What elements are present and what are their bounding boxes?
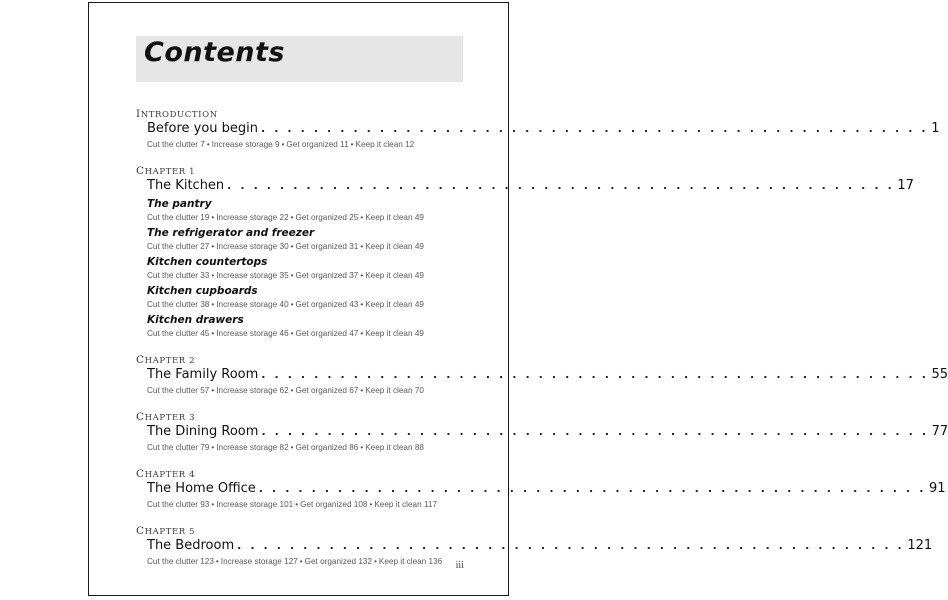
topic-label: Keep it clean [378,557,427,566]
bullet-separator: • [215,557,219,566]
topic-label: Increase storage [220,557,282,566]
bullet-separator: • [290,443,294,452]
bullet-separator: • [211,242,215,251]
section-pages-line [147,498,463,511]
topic-page-number: 132 [358,557,373,566]
section-label [136,354,463,366]
section-label-rest: HAPTER 2 [144,356,196,366]
toc-section [136,165,914,340]
topic-label: Get organized [286,140,338,149]
topic-label: Cut the clutter [147,140,198,149]
topic-label: Get organized [295,213,347,222]
section-pages-line [147,327,463,340]
toc-section [136,468,946,511]
topic-page-number: 40 [279,300,289,309]
section-label-rest: HAPTER 5 [144,527,196,537]
topic-label: Get organized [295,300,347,309]
topic-label: Cut the clutter [147,213,198,222]
topic-label: Keep it clean [365,213,413,222]
topic-page-number: 49 [414,329,424,338]
topic-label: Get organized [295,386,347,395]
topic-page-number: 45 [200,329,210,338]
bullet-separator: • [290,386,294,395]
topic-label: Keep it clean [365,300,413,309]
section-label-rest: HAPTER 4 [144,470,196,480]
topic-page-number: 37 [349,271,359,280]
topic-label: Cut the clutter [147,386,198,395]
subsection-title[interactable]: Kitchen cupboards [147,285,258,297]
topic-page-number: 62 [279,386,289,395]
topic-page-number: 82 [279,443,289,452]
topic-label: Keep it clean [365,271,413,280]
entry-page-number: 121 [907,538,933,553]
entry-title: The Dining Room [147,424,259,439]
bullet-separator: • [206,140,210,149]
topic-page-number: 11 [340,140,349,149]
topic-label: Keep it clean [355,140,403,149]
topic-page-number: 49 [414,300,424,309]
bullet-separator: • [369,500,373,509]
topic-label: Keep it clean [365,242,413,251]
section-label [136,108,463,120]
topic-page-number: 46 [279,329,289,338]
topic-page-number: 49 [414,242,424,251]
bullet-separator: • [290,300,294,309]
bullet-separator: • [290,213,294,222]
bullet-separator: • [290,329,294,338]
topic-label: Increase storage [216,443,278,452]
topic-page-number: 9 [274,140,280,149]
topic-label: Keep it clean [365,443,413,452]
bullet-separator: • [211,213,215,222]
topic-label: Increase storage [216,386,278,395]
toc-entry[interactable] [147,480,946,498]
bullet-separator: • [299,557,303,566]
topic-label: Increase storage [216,300,278,309]
toc-section [136,354,948,397]
topic-label: Increase storage [216,213,278,222]
bullet-separator: • [350,140,354,149]
section-pages-line [147,269,463,282]
topic-label: Keep it clean [365,386,413,395]
book-page [88,2,948,596]
topic-label: Increase storage [216,242,278,251]
toc-entry[interactable] [147,120,940,138]
section-pages-line [147,298,463,311]
toc-entry[interactable] [147,537,933,555]
bullet-separator: • [211,500,215,509]
topic-page-number: 25 [349,213,359,222]
toc-entry[interactable] [147,177,914,195]
topic-page-number: 22 [279,213,289,222]
entry-title: The Kitchen [147,178,225,193]
topic-label: Cut the clutter [147,557,198,566]
topic-page-number: 127 [284,557,298,566]
bullet-separator: • [360,271,364,280]
entry-page-number: 55 [931,367,948,382]
section-pages-line [147,138,463,151]
toc-section [136,411,948,454]
topic-page-number: 12 [405,140,415,149]
topic-page-number: 108 [353,500,368,509]
topic-page-number: 35 [279,271,289,280]
table-of-contents [136,108,948,568]
toc-section [136,108,940,151]
section-label-initial: C [136,165,145,177]
section-label [136,468,463,480]
bullet-separator: • [360,386,364,395]
bullet-separator: • [290,242,294,251]
subsection-title[interactable]: The pantry [147,198,212,210]
bullet-separator: • [290,271,294,280]
subsection-title[interactable]: Kitchen countertops [147,256,268,268]
dot-leader: . . . . . . . . . . . . . . . . . . . . . . . . . . . . . . . . . . . . . . . . . . . . . . . . . . . [237,539,905,552]
bullet-separator: • [360,213,364,222]
bullet-separator: • [211,271,215,280]
section-label [136,165,463,177]
entry-page-number: 17 [897,178,914,193]
dot-leader: . . . . . . . . . . . . . . . . . . . . . . . . . . . . . . . . . . . . . . . . . . . . . . . . . . . [261,425,929,438]
bullet-separator: • [281,140,285,149]
section-label-rest: HAPTER 1 [144,167,196,177]
topic-label: Increase storage [216,329,278,338]
topic-page-number: 49 [414,271,424,280]
bullet-separator: • [211,386,215,395]
page-title: Contents [144,37,286,68]
topic-page-number: 33 [200,271,210,280]
entry-title: The Bedroom [147,538,235,553]
topic-label: Keep it clean [365,329,413,338]
dot-leader: . . . . . . . . . . . . . . . . . . . . . . . . . . . . . . . . . . . . . . . . . . . . . . . . . . . [227,179,895,192]
topic-label: Cut the clutter [147,443,198,452]
bullet-separator: • [360,329,364,338]
topic-page-number: 43 [349,300,359,309]
section-label-initial: C [136,468,145,480]
section-label-initial: C [136,354,145,366]
topic-page-number: 123 [200,557,214,566]
bullet-separator: • [360,300,364,309]
entry-title: The Family Room [147,367,259,382]
section-label-initial: I [136,108,141,120]
section-label [136,525,463,537]
topic-label: Get organized [304,557,357,566]
bullet-separator: • [374,557,377,566]
section-pages-line [147,441,463,454]
bullet-separator: • [211,329,215,338]
topic-page-number: 88 [414,443,424,452]
dot-leader: . . . . . . . . . . . . . . . . . . . . . . . . . . . . . . . . . . . . . . . . . . . . . . . . . . . [261,368,929,381]
section-pages-line [147,384,463,397]
entry-title: The Home Office [147,481,256,496]
section-pages-line [147,555,463,568]
entry-page-number: 1 [931,121,940,136]
topic-page-number: 47 [349,329,359,338]
topic-page-number: 67 [349,386,359,395]
section-label-initial: C [136,525,145,537]
topic-page-number: 86 [349,443,359,452]
topic-page-number: 93 [200,500,210,509]
topic-page-number: 30 [279,242,289,251]
topic-label: Cut the clutter [147,300,198,309]
topic-page-number: 27 [200,242,210,251]
section-label-rest: HAPTER 3 [144,413,196,423]
entry-page-number: 77 [931,424,948,439]
topic-label: Cut the clutter [147,329,198,338]
topic-page-number: 70 [414,386,424,395]
section-pages-line [147,211,463,224]
topic-page-number: 19 [200,213,210,222]
topic-label: Get organized [295,271,347,280]
bullet-separator: • [211,300,215,309]
topic-label: Get organized [295,329,347,338]
entry-title: Before you begin [147,121,259,136]
toc-entry[interactable] [147,366,948,384]
entry-page-number: 91 [928,481,946,496]
topic-label: Get organized [295,242,347,251]
topic-label: Cut the clutter [147,271,198,280]
dot-leader: . . . . . . . . . . . . . . . . . . . . . . . . . . . . . . . . . . . . . . . . . . . . . . . . . . . [261,122,929,135]
bullet-separator: • [295,500,299,509]
section-label-rest: NTRODUCTION [140,110,218,120]
topic-label: Increase storage [211,140,273,149]
topic-label: Cut the clutter [147,242,198,251]
topic-page-number: 31 [349,242,359,251]
bullet-separator: • [211,443,215,452]
topic-page-number: 38 [200,300,210,309]
topic-page-number: 117 [423,500,438,509]
section-label [136,411,463,423]
topic-label: Keep it clean [374,500,422,509]
topic-label: Get organized [295,443,347,452]
subsection-title[interactable]: The refrigerator and freezer [147,227,315,239]
section-label-initial: C [136,411,145,423]
topic-page-number: 57 [200,386,210,395]
topic-page-number: 7 [200,140,205,149]
topic-label: Increase storage [216,500,278,509]
section-pages-line [147,240,463,253]
page-number: iii [455,560,464,571]
dot-leader: . . . . . . . . . . . . . . . . . . . . . . . . . . . . . . . . . . . . . . . . . . . . . . . . . . . [258,482,926,495]
topic-page-number: 79 [200,443,210,452]
contents-title-bar [136,36,463,82]
topic-page-number: 101 [279,500,294,509]
toc-section [136,525,933,568]
bullet-separator: • [360,443,364,452]
topic-label: Get organized [300,500,352,509]
subsection-title[interactable]: Kitchen drawers [147,314,244,326]
toc-entry[interactable] [147,423,948,441]
topic-label: Increase storage [216,271,278,280]
topic-label: Cut the clutter [147,500,198,509]
topic-page-number: 49 [414,213,424,222]
topic-page-number: 136 [428,557,443,566]
bullet-separator: • [360,242,364,251]
